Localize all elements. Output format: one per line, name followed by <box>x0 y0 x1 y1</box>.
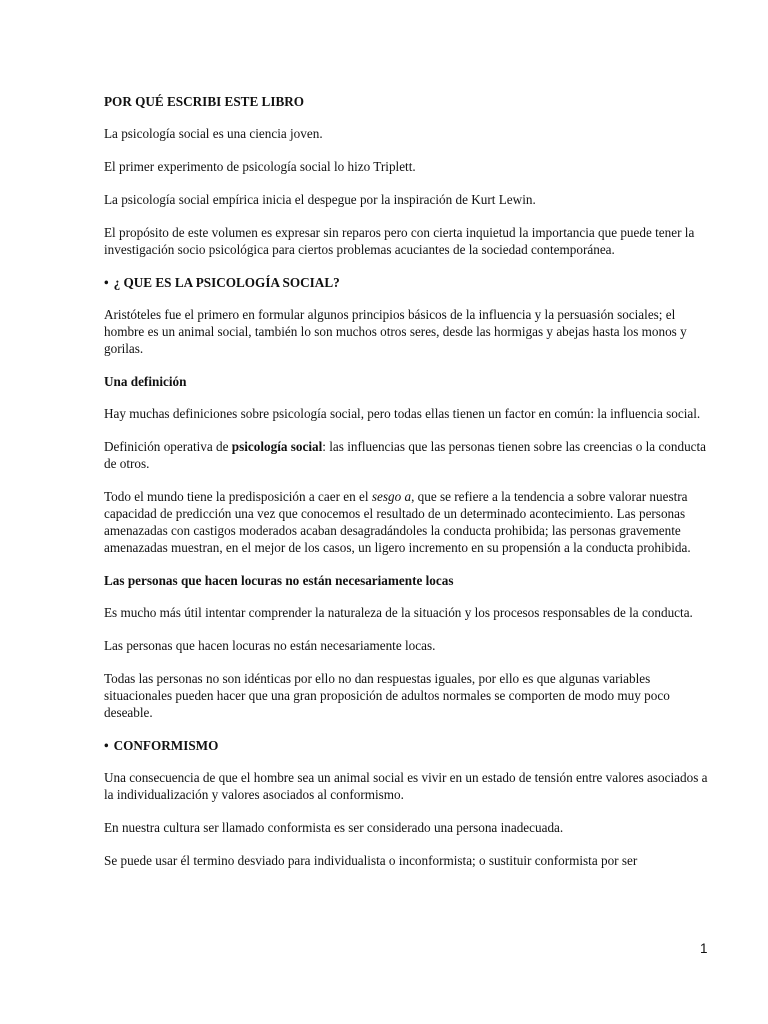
section1-paragraph-2: Hay muchas definiciones sobre psicología social, pero todas ellas tienen un factor en común: la influencia social. <box>104 406 701 421</box>
text-run: Todo el mundo tiene la predisposición a caer en el <box>104 489 372 504</box>
document-body <box>104 93 716 869</box>
text-run: , que se refiere a la tendencia a sobre valorar nuestra capacidad de predicción una vez que conocemos el resultado de un determinado acontecimiento. Las personas amenazadas con castigos moderados acaban desagradándoles la conducta prohibida; las personas gravemente amenazadas muestran, en el mejor de los casos, un ligero incremento en su propensión a la conducta prohibida. <box>104 489 691 555</box>
section-heading-label: ¿ QUE ES LA PSICOLOGÍA SOCIAL? <box>113 275 340 290</box>
document-title: POR QUÉ ESCRIBI ESTE LIBRO <box>104 94 305 109</box>
section2-paragraph-2: En nuestra cultura ser llamado conformista es ser considerado una persona inadecuada. <box>104 820 564 835</box>
bold-term: psicología social <box>231 439 323 454</box>
page-number: 1 <box>700 941 708 956</box>
subheading-locuras: Las personas que hacen locuras no están necesariamente locas <box>104 573 454 588</box>
intro-paragraph-4: El propósito de este volumen es expresar sin reparos pero con cierta inquietud la importancia que puede tener la investigación socio psicológica para ciertos problemas acuciantes de la sociedad contemporánea. <box>104 225 695 257</box>
section1-paragraph-5: Es mucho más útil intentar comprender la naturaleza de la situación y los procesos responsables de la conducta. <box>104 605 693 620</box>
subheading-definicion: Una definición <box>104 374 187 389</box>
section-heading-label: CONFORMISMO <box>113 738 219 753</box>
italic-term: sesgo a <box>371 489 412 504</box>
bullet-icon: • <box>104 275 109 290</box>
intro-paragraph-1: La psicología social es una ciencia joven. <box>104 126 323 141</box>
intro-paragraph-3: La psicología social empírica inicia el despegue por la inspiración de Kurt Lewin. <box>104 192 536 207</box>
section2-paragraph-3: Se puede usar él termino desviado para individualista o inconformista; o sustituir conformista por ser <box>104 853 638 868</box>
intro-paragraph-2: El primer experimento de psicología social lo hizo Triplett. <box>104 159 416 174</box>
text-run: : las influencias que las personas tienen sobre las creencias o la conducta de otros. <box>104 439 707 471</box>
section-heading-conformismo <box>104 737 716 754</box>
section1-paragraph-6: Las personas que hacen locuras no están necesariamente locas. <box>104 638 436 653</box>
section2-paragraph-1: Una consecuencia de que el hombre sea un animal social es vivir en un estado de tensión entre valores asociados a la individualización y valores asociados al conformismo. <box>104 770 708 802</box>
section1-paragraph-3 <box>104 438 716 472</box>
text-run: Definición operativa de <box>104 439 232 454</box>
section-heading-que-es <box>104 274 716 291</box>
section1-paragraph-4 <box>104 488 716 556</box>
section1-paragraph-7: Todas las personas no son idénticas por ello no dan respuestas iguales, por ello es que algunas variables situacionales pueden hacer que una gran proposición de adultos normales se comporten de modo muy poco deseable. <box>104 671 670 720</box>
bullet-icon: • <box>104 738 109 753</box>
section1-paragraph-1: Aristóteles fue el primero en formular algunos principios básicos de la influencia y la persuasión sociales; el hombre es un animal social, también lo son muchos otros seres, desde las hormigas y abejas hasta los monos y gorilas. <box>104 307 687 356</box>
